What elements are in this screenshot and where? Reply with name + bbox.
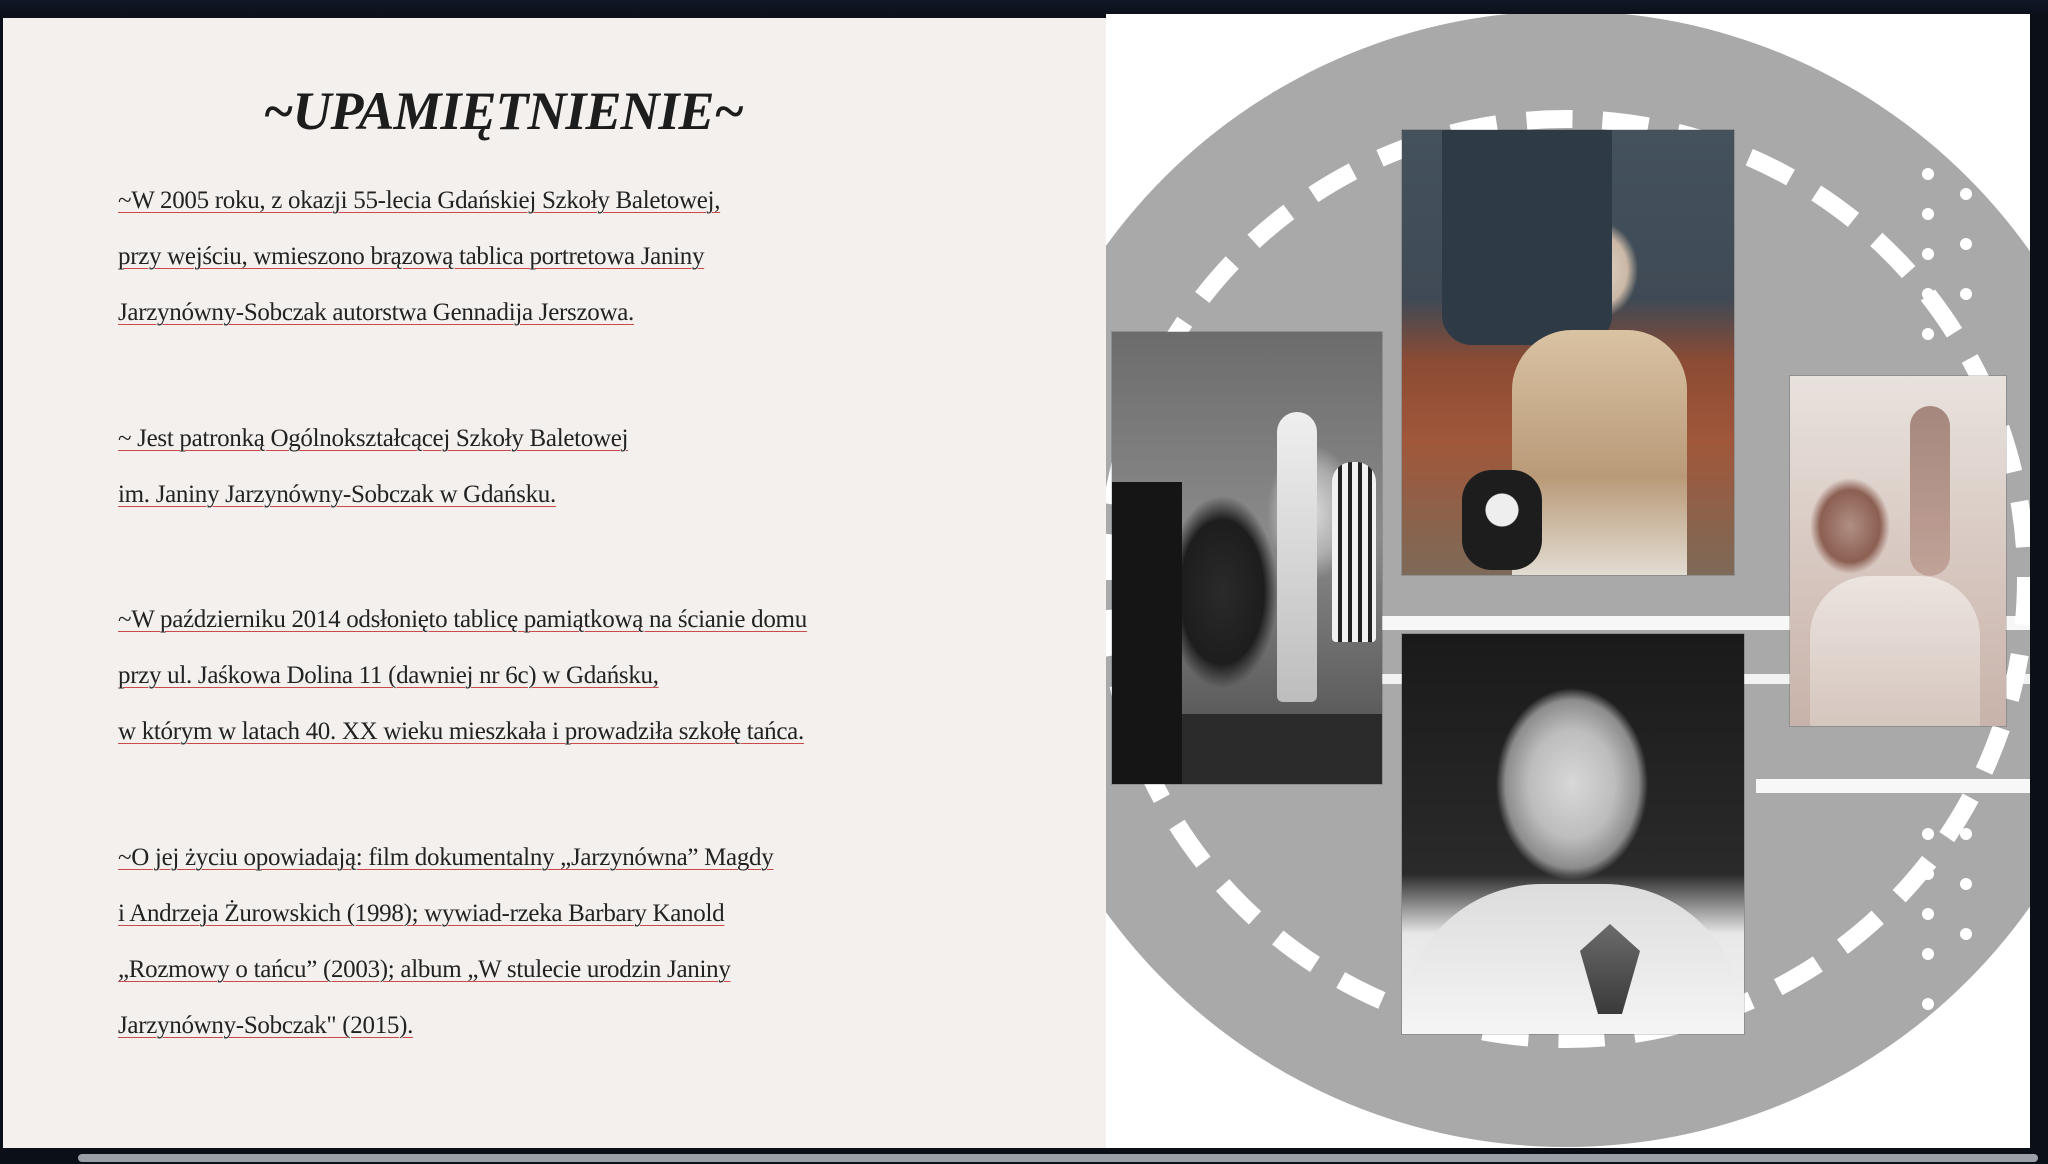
paragraph-3[interactable]: [118, 592, 1018, 760]
paragraph-4[interactable]: [118, 830, 1018, 1054]
horizontal-scrollbar[interactable]: [78, 1154, 2038, 1162]
paragraph-line[interactable]: ~O jej życiu opowiadają: film dokumentalny „Jarzynówna” Magdy: [118, 844, 774, 871]
paragraph-line[interactable]: przy ul. Jaśkowa Dolina 11 (dawniej nr 6c) w Gdańsku,: [118, 662, 659, 689]
photo-detail: [1462, 470, 1542, 570]
paragraph-line[interactable]: w którym w latach 40. XX wieku mieszkała i prowadziła szkołę tańca.: [118, 718, 804, 745]
paragraph-2[interactable]: [118, 411, 1018, 523]
paragraph-line[interactable]: „Rozmowy o tańcu” (2003); album „W stulecie urodzin Janiny: [118, 956, 731, 983]
photo-detail: [1910, 406, 1950, 576]
paragraph-line[interactable]: Jarzynówny-Sobczak" (2015).: [118, 1012, 414, 1039]
photo-ballet-rehearsal[interactable]: [1112, 332, 1382, 784]
photo-detail: [1277, 412, 1317, 702]
paragraph-line[interactable]: ~W 2005 roku, z okazji 55-lecia Gdańskiej Szkoły Baletowej,: [118, 187, 721, 214]
photo-detail: [1112, 482, 1182, 784]
paragraph-line[interactable]: Jarzynówny-Sobczak autorstwa Gennadija Jerszowa.: [118, 299, 634, 326]
photo-detail: [1402, 884, 1744, 1034]
paragraph-line[interactable]: im. Janiny Jarzynówny-Sobczak w Gdańsku.: [118, 481, 556, 508]
paragraph-line[interactable]: ~ Jest patronką Ogólnokształcącej Szkoły Baletowej: [118, 425, 629, 452]
paragraph-line[interactable]: ~W październiku 2014 odsłonięto tablicę pamiątkową na ścianie domu: [118, 606, 807, 633]
window-edge: [2030, 14, 2048, 1148]
photo-portrait-medal[interactable]: [1402, 634, 1744, 1034]
film-strip-line: [1756, 779, 2030, 793]
text-panel: [3, 18, 1106, 1148]
photo-dancer-sepia[interactable]: [1790, 376, 2006, 726]
photo-collage-panel: [1106, 14, 2030, 1148]
photo-family-sofa[interactable]: [1402, 130, 1734, 575]
photo-detail: [1332, 462, 1376, 642]
photo-detail: [1810, 576, 1980, 726]
photo-detail: [1442, 130, 1612, 345]
slide-title[interactable]: ~UPAMIĘTNIENIE~: [262, 81, 744, 141]
paragraph-line[interactable]: przy wejściu, wmieszono brązową tablica portretowa Janiny: [118, 243, 705, 270]
paragraph-1[interactable]: [118, 173, 1018, 341]
paragraph-line[interactable]: i Andrzeja Żurowskich (1998); wywiad-rzeka Barbary Kanold: [118, 900, 725, 927]
